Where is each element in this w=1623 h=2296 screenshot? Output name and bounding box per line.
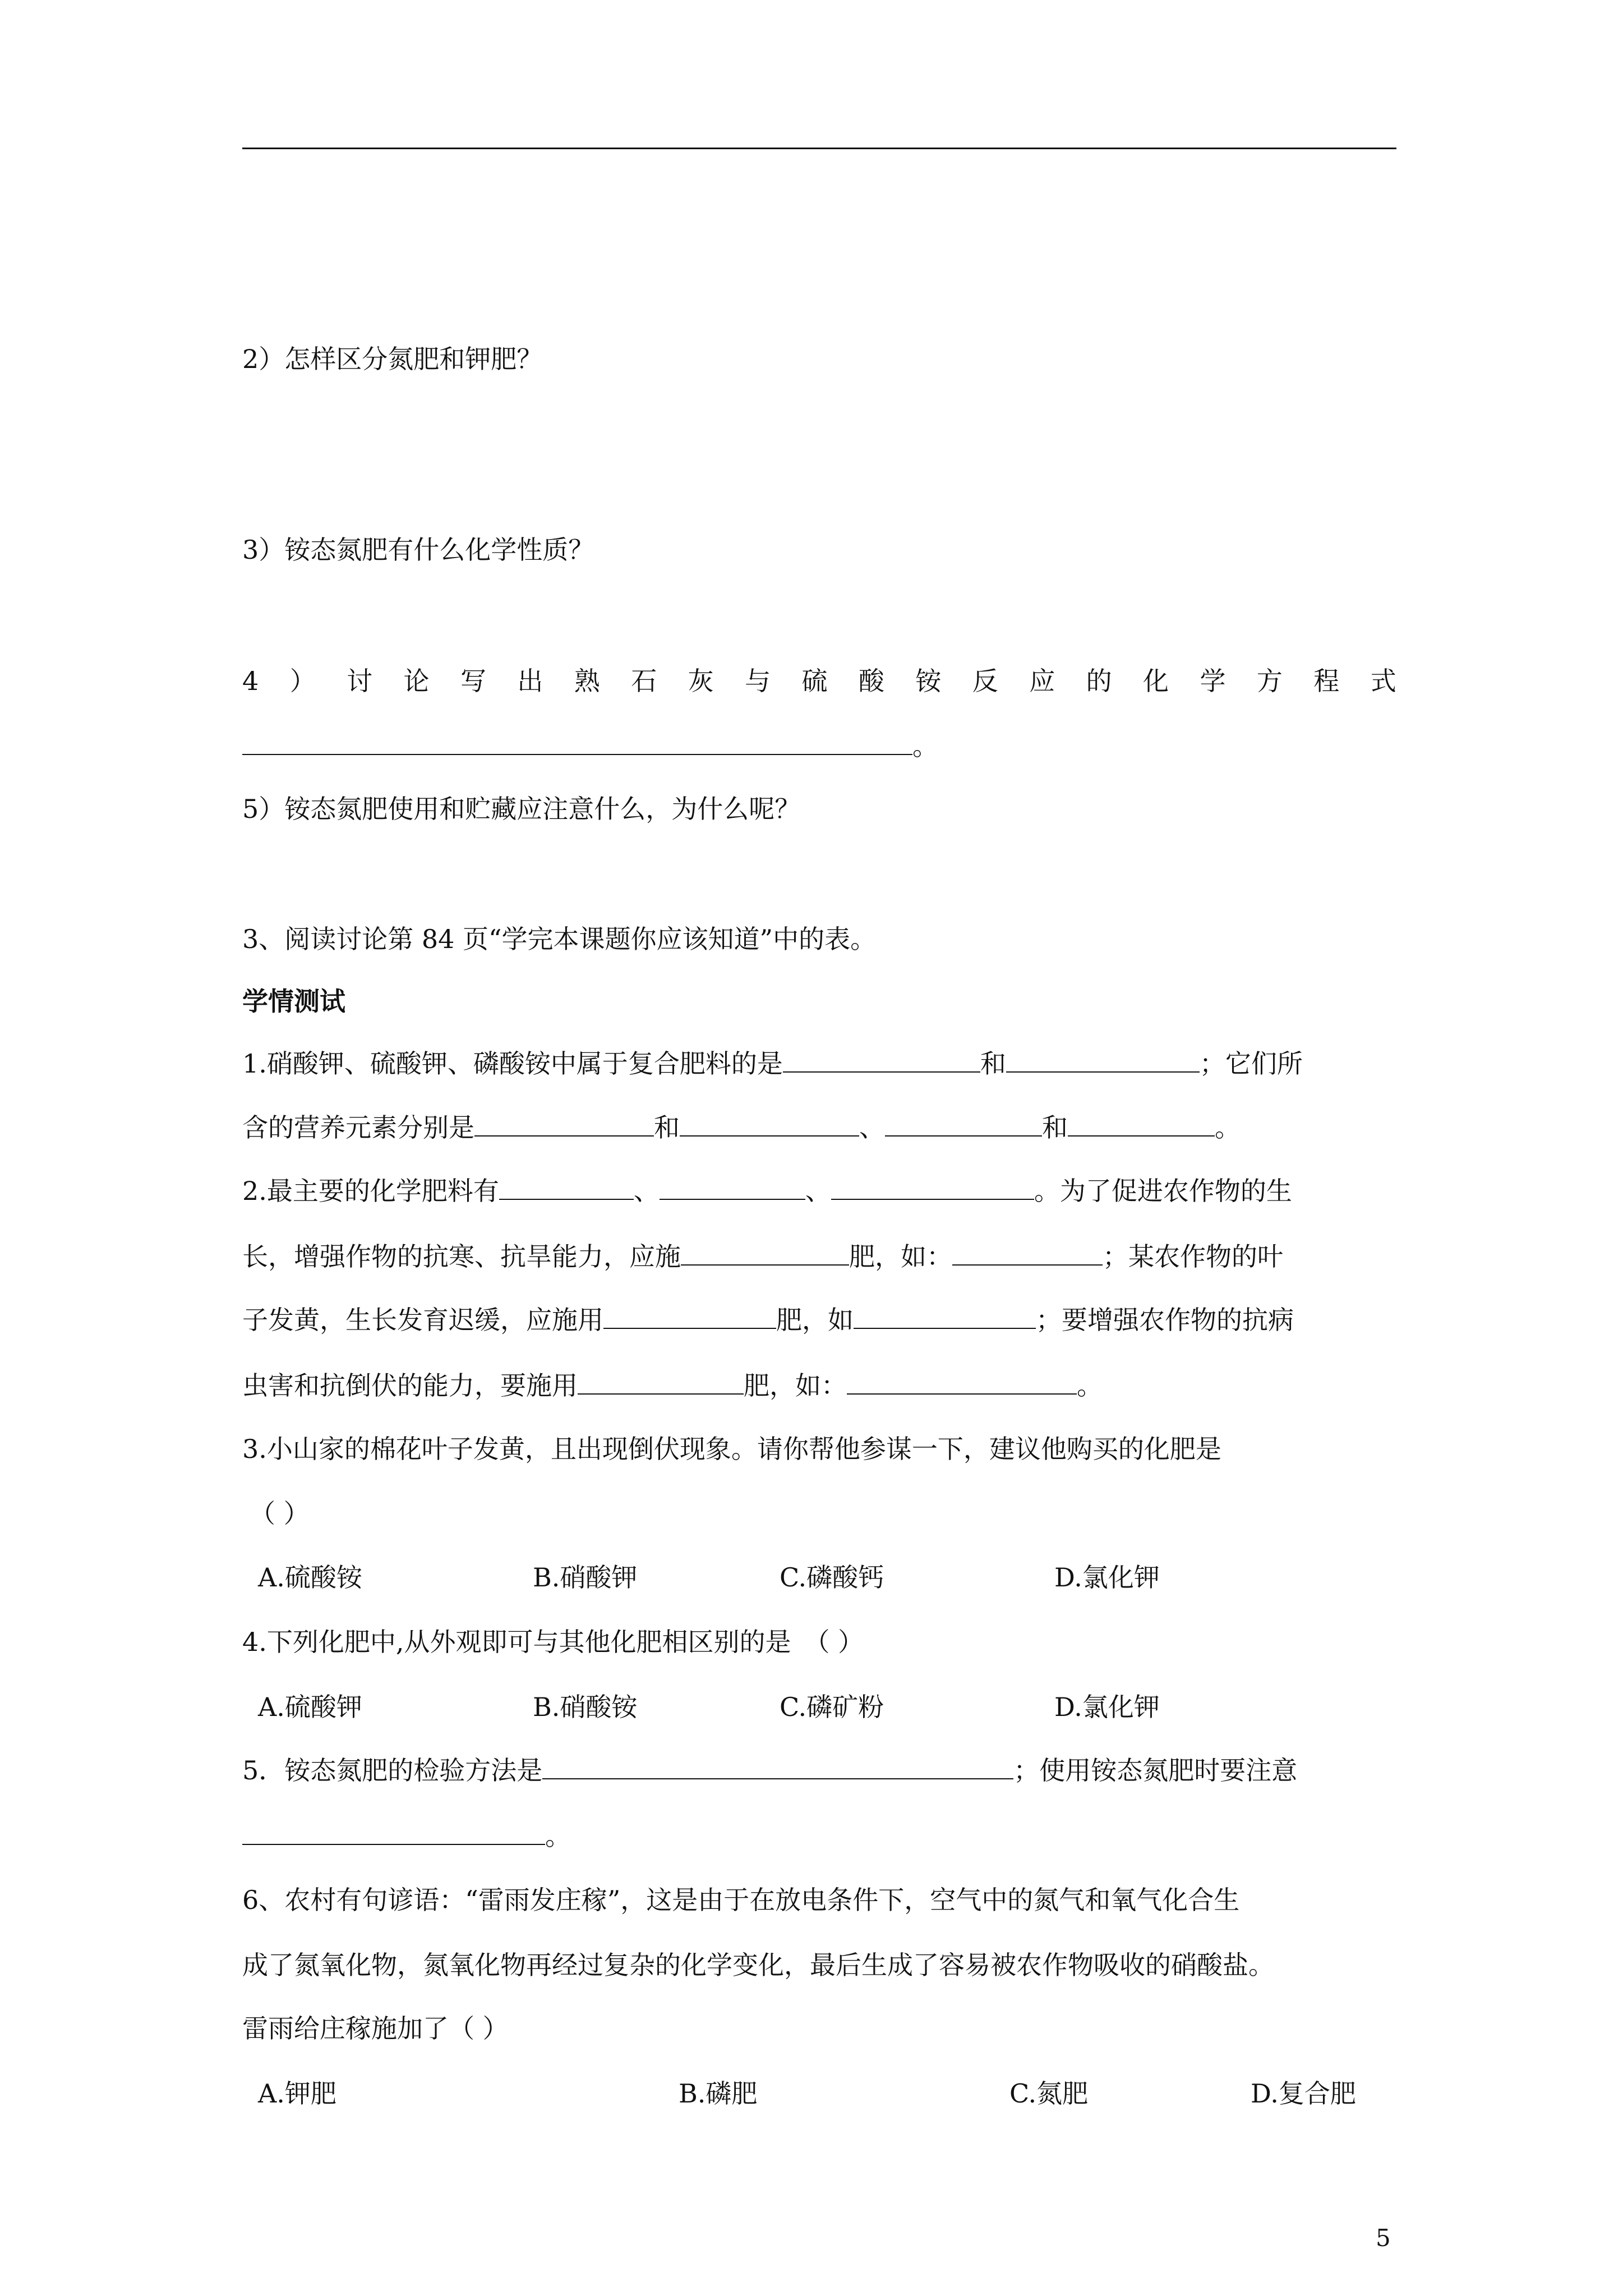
answer-blank[interactable]: [474, 1111, 654, 1137]
header-rule: [242, 148, 1396, 149]
test-3-option-a[interactable]: A.硫酸铵: [258, 1562, 362, 1593]
q4-char: ）: [289, 666, 316, 696]
test-5-line-2: 。: [242, 1819, 571, 1853]
test-4-stem: 4.下列化肥中,从外观即可与其他化肥相区别的是 （ ）: [242, 1627, 864, 1657]
q4-char: 化: [1143, 666, 1169, 696]
answer-blank[interactable]: [660, 1174, 805, 1200]
answer-blank[interactable]: [885, 1111, 1042, 1137]
test-3-stem: 3.小山家的棉花叶子发黄，且出现倒伏现象。请你帮他参谋一下，建议他购买的化肥是: [242, 1434, 1221, 1464]
q4-char: 方: [1256, 666, 1283, 696]
answer-blank[interactable]: [847, 1369, 1077, 1395]
q4-char: 程: [1313, 666, 1340, 696]
q4-char: 铵: [915, 666, 942, 696]
q4-char: 出: [517, 666, 543, 696]
test-4-option-b[interactable]: B.硝酸铵: [533, 1692, 638, 1722]
test-1-line-1: 1.硝酸钾、硫酸钾、磷酸铵中属于复合肥料的是 和 ；它们所: [242, 1047, 1303, 1080]
test-6-line-2: 成了氮氧化物，氮氧化物再经过复杂的化学变化，最后生成了容易被农作物吸收的硝酸盐。: [242, 1950, 1274, 1980]
test-4-option-c[interactable]: C.磷矿粉: [780, 1692, 884, 1722]
item-3: 3、阅读讨论第 84 页“学完本课题你应该知道”中的表。: [242, 924, 877, 954]
q4-char: 石: [631, 666, 657, 696]
test-2-line-2: 长，增强作物的抗寒、抗旱能力，应施 肥，如： ；某农作物的叶: [242, 1240, 1283, 1273]
test-2-line-4: 虫害和抗倒伏的能力，要施用 肥，如： 。: [242, 1369, 1103, 1402]
test-2-line-1: 2.最主要的化学肥料有 、 、 。为了促进农作物的生: [242, 1174, 1292, 1208]
answer-blank[interactable]: [578, 1369, 744, 1395]
test-6-option-d[interactable]: D.复合肥: [1251, 2078, 1356, 2109]
test-4-option-a[interactable]: A.硫酸钾: [258, 1692, 362, 1722]
test-3-answer-paren: （ ）: [250, 1498, 310, 1529]
answer-blank[interactable]: [831, 1174, 1034, 1200]
test-3-option-c[interactable]: C.磷酸钙: [780, 1562, 884, 1593]
test-4-option-d[interactable]: D.氯化钾: [1054, 1692, 1160, 1722]
answer-blank[interactable]: [783, 1047, 980, 1073]
q4-char: 写: [460, 666, 486, 696]
question-3: 3）铵态氮肥有什么化学性质？: [242, 535, 594, 565]
q4-char: 熟: [574, 666, 600, 696]
test-1-line-2: 含的营养元素分别是 和 、 和 。: [242, 1111, 1241, 1144]
q4-char: 论: [403, 666, 430, 696]
test-3-option-d[interactable]: D.氯化钾: [1054, 1562, 1160, 1593]
test-6-line-1: 6、农村有句谚语：“雷雨发庄稼”，这是由于在放电条件下，空气中的氮气和氧气化合生: [242, 1885, 1240, 1915]
question-2: 2）怎样区分氮肥和钾肥？: [242, 344, 543, 374]
test-6-option-c[interactable]: C.氮肥: [1009, 2078, 1089, 2109]
test-5-line-1: 5．铵态氮肥的检验方法是 ；使用铵态氮肥时要注意: [242, 1754, 1297, 1787]
question-4-blank-line: [242, 729, 938, 763]
answer-blank[interactable]: [499, 1174, 634, 1200]
q4-period: 。: [912, 731, 938, 761]
q4-char: 硫: [801, 666, 828, 696]
q4-char: 式: [1370, 666, 1396, 696]
question-5: 5）铵态氮肥使用和贮藏应注意什么，为什么呢？: [242, 794, 801, 824]
answer-blank[interactable]: [1006, 1047, 1200, 1073]
q4-char: 酸: [858, 666, 884, 696]
answer-blank[interactable]: [681, 1240, 849, 1266]
q4-char: 学: [1200, 666, 1226, 696]
test-6-option-a[interactable]: A.钾肥: [258, 2078, 336, 2109]
test-2-line-3: 子发黄，生长发育迟缓，应施用 肥，如 ；要增强农作物的抗病: [242, 1303, 1294, 1337]
test-6-option-b[interactable]: B.磷肥: [679, 2078, 758, 2109]
q4-char: 反: [972, 666, 998, 696]
page-number: 5: [1376, 2224, 1391, 2252]
answer-blank[interactable]: [242, 1819, 545, 1845]
test-6-line-3: 雷雨给庄稼施加了（ ）: [242, 2013, 509, 2044]
answer-blank[interactable]: [952, 1240, 1103, 1266]
answer-blank[interactable]: [854, 1303, 1036, 1329]
q4-char: 应: [1029, 666, 1055, 696]
q4-char: 与: [745, 666, 771, 696]
section-title: 学情测试: [242, 986, 345, 1016]
answer-blank[interactable]: [242, 729, 912, 755]
question-4-line: [242, 664, 1396, 698]
answer-blank[interactable]: [680, 1111, 859, 1137]
answer-blank[interactable]: [542, 1754, 1013, 1779]
test-3-option-b[interactable]: B.硝酸钾: [533, 1562, 638, 1593]
q4-char: 灰: [688, 666, 714, 696]
q4-char: 讨: [347, 666, 373, 696]
answer-blank[interactable]: [603, 1303, 776, 1329]
answer-blank[interactable]: [1068, 1111, 1215, 1137]
q4-char: 的: [1086, 666, 1112, 696]
q4-char: 4: [242, 666, 259, 696]
